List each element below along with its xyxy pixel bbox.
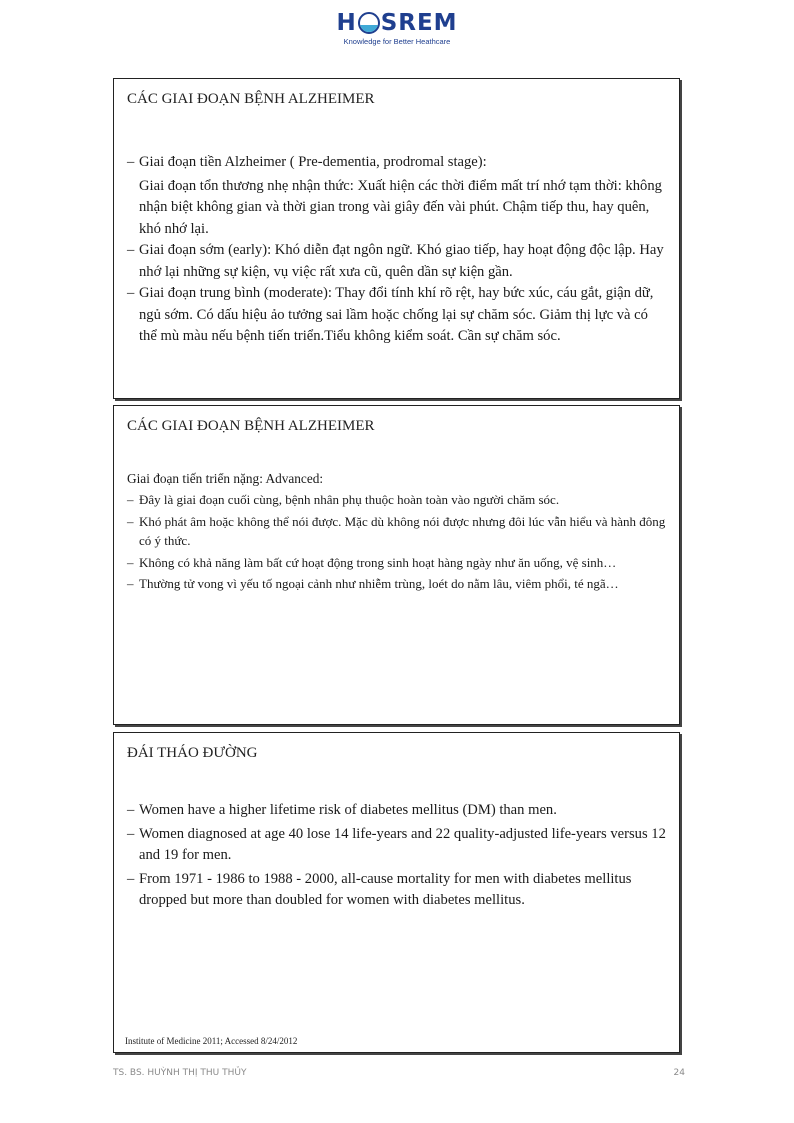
lead-text: Giai đoạn tiến triển nặng: Advanced: (127, 471, 324, 486)
citation: Institute of Medicine 2011; Accessed 8/24/2012 (125, 1036, 298, 1046)
logo-wordmark (336, 10, 457, 36)
slide-diabetes (113, 732, 680, 1053)
slide-body (127, 800, 666, 912)
logo-letter-h: H (336, 10, 357, 36)
logo-letters-srem: SREM (380, 10, 458, 36)
slide-alzheimer-stages-1 (113, 78, 680, 399)
bullet-item: – Women have a higher lifetime risk of diabetes mellitus (DM) than men. (127, 800, 666, 822)
slide-alzheimer-stages-2 (113, 405, 680, 725)
bullet-item: – Giai đoạn sớm (early): Khó diễn đạt ngôn ngữ. Khó giao tiếp, hay hoạt động độc lập. Hay nhớ lại những sự kiện, vụ việc rất xưa cũ, quên dần sự kiện gần. (127, 240, 666, 283)
hosrem-logo (0, 10, 794, 46)
slide-title: ĐÁI THÁO ĐƯỜNG (127, 745, 258, 761)
bullet-item: – Women diagnosed at age 40 lose 14 life-years and 22 quality-adjusted life-years versus 12 and 19 for men. (127, 824, 666, 867)
slide-title: CÁC GIAI ĐOẠN BỆNH ALZHEIMER (127, 418, 375, 434)
bullet-item: – Không có khả năng làm bất cứ hoạt động trong sinh hoạt hàng ngày như ăn uống, vệ sinh… (127, 553, 666, 573)
bullet-item: – Khó phát âm hoặc không thể nói được. Mặc dù không nói được nhưng đôi lúc vẫn hiểu và hành đông có ý thức. (127, 512, 666, 551)
bullet-item: – Đây là giai đoạn cuối cùng, bệnh nhân phụ thuộc hoàn toàn vào người chăm sóc. (127, 490, 666, 510)
bullet-item: – Giai đoạn trung bình (moderate): Thay đổi tính khí rõ rệt, hay bức xúc, cáu gắt, giận dữ, ngủ sớm. Có dấu hiệu ảo tưởng sai lầm hoặc chống lại sự chăm sóc. Giảm thị lực và có thể mù màu nếu bệnh tiến triển.Tiểu không kiểm soát. Cần sự chăm sóc. (127, 283, 666, 348)
footer-author: TS. BS. HUỲNH THỊ THU THỦY (113, 1068, 247, 1078)
slide-title: CÁC GIAI ĐOẠN BỆNH ALZHEIMER (127, 91, 375, 107)
globe-icon (358, 12, 380, 34)
sub-paragraph: Giai đoạn tổn thương nhẹ nhận thức: Xuất hiện các thời điểm mất trí nhớ tạm thời: không nhận biệt không gian và thời gian trong vài giây đến vài phút. Chậm tiếp thu, hay quên, khó nhớ lại. (139, 177, 662, 237)
page-number: 24 (673, 1068, 685, 1078)
bullet-item (127, 152, 666, 240)
bullet-item: – From 1971 - 1986 to 1988 - 2000, all-cause mortality for men with diabetes mellitus dropped but more than doubled for women with diabetes mellitus. (127, 869, 666, 912)
logo-tagline: Knowledge for Better Heathcare (343, 37, 451, 46)
slide-body (127, 152, 666, 348)
bullet-item: – Thường tử vong vì yếu tố ngoại cảnh như nhiễm trùng, loét do nằm lâu, viêm phổi, té ngã… (127, 574, 666, 594)
bullet-text: Giai đoạn tiền Alzheimer ( Pre-dementia, prodromal stage): (139, 154, 487, 170)
